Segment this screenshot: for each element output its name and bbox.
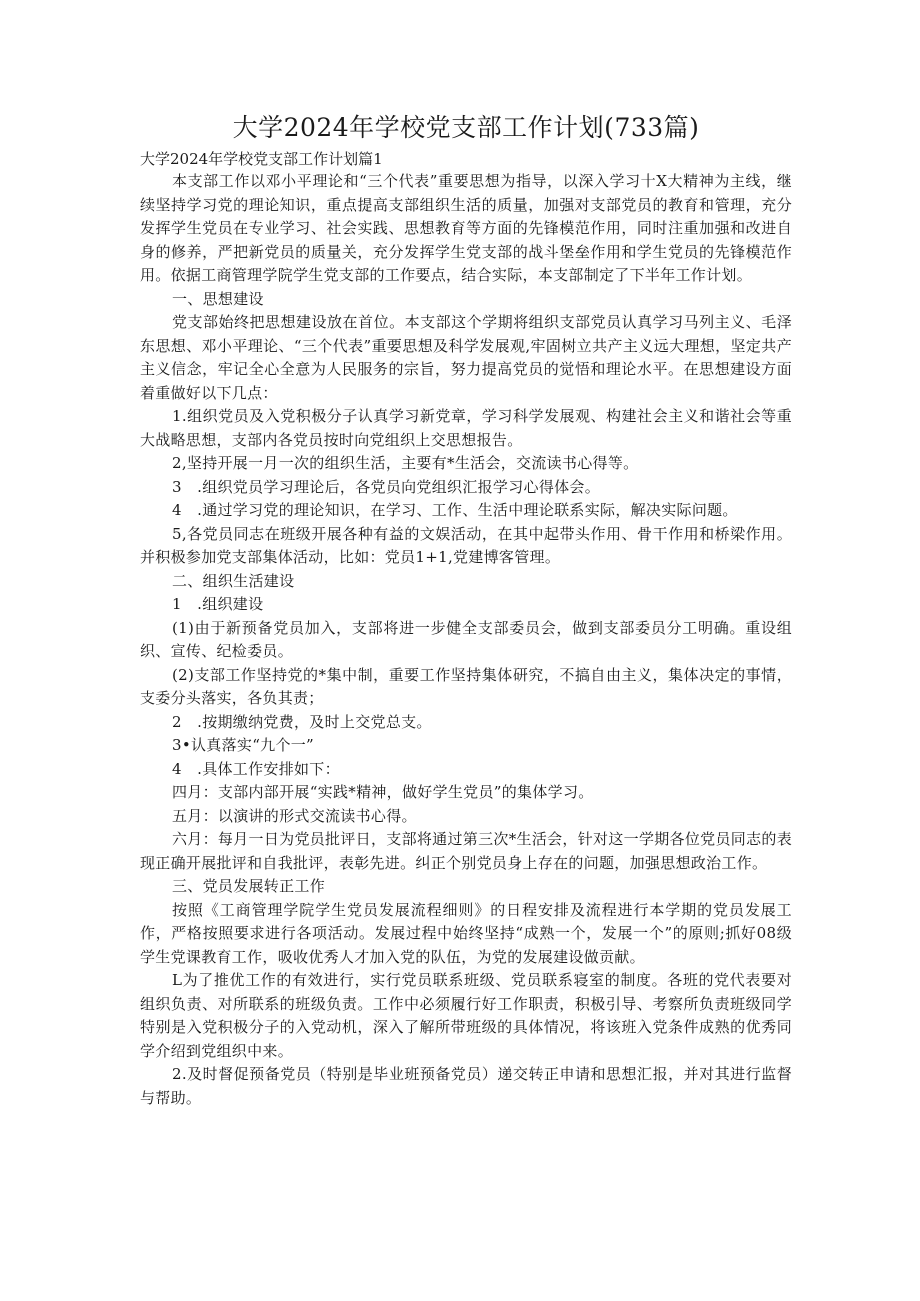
list-item: 5,各党员同志在班级开展各种有益的文娱活动，在其中起带头作用、骨干作用和桥梁作用。并积极参加党支部集体活动，比如：党员1+1,党建博客管理。 [140,524,792,566]
list-item: 4 .通过学习党的理论知识，在学习、工作、生活中理论联系实际，解决实际问题。 [172,501,738,519]
heading-section-1: 一、思想建设 [172,289,264,308]
list-item: 3•认真落实“九个一” [172,736,315,754]
heading-section-3: 三、党员发展转正工作 [172,877,326,895]
list-item: 2.及时督促预备党员（特别是毕业班预备党员）递交转正申请和思想汇报，并对其进行监督与帮助。 [140,1065,792,1107]
list-item: 4 .具体工作安排如下： [172,759,340,778]
list-item: L为了推优工作的有效进行，实行党员联系班级、党员联系寝室的制度。各班的党代表要对组织负责、对所联系的班级负责。工作中必须履行好工作职责，积极引导、考察所负责班级同学特别是入党积极分子的入党动机，深入了解所带班级的具体情况，将该班入党条件成熟的优秀同学介绍到党组织中来。 [140,971,792,1060]
list-item: 3 .组织党员学习理论后，各党员向党组织汇报学习心得体会。 [172,477,601,496]
paragraph-intro: 本支部工作以邓小平理论和“三个代表”重要思想为指导，以深入学习十X大精神为主线，继续坚持学习党的理论知识，重点提高支部组织生活的质量，加强对支部党员的教育和管理，充分发挥学生党员在专业学习、社会实践、思想教育等方面的先锋模范作用，同时注重加强和改进自身的修养，严把新党员的质量关，充分发挥学生党支部的战斗堡垒作用和学生党员的先锋模范作用。依据工商管理学院学生党支部的工作要点，结合实际，本支部制定了下半年工作计划。 [140,172,792,284]
schedule-item: 四月：支部内部开展“实践*精神，做好学生党员”的集体学习。 [172,783,594,801]
list-item: 1.组织党员及入党积极分子认真学习新党章，学习科学发展观、构建社会主义和谐社会等重大战略思想，支部内各党员按时向党组织上交思想报告。 [140,407,792,449]
list-item: 1 .组织建设 [172,595,264,613]
schedule-item: 六月：每月一日为党员批评日，支部将通过第三次*生活会，针对这一学期各位党员同志的表现正确开展批评和自我批评，表彰先进。纠正个别党员身上存在的问题，加强思想政治工作。 [140,830,792,872]
heading-section-2: 二、组织生活建设 [172,571,295,590]
document-subtitle: 大学2024年学校党支部工作计划篇1 [140,150,383,168]
document-body [140,108,792,1110]
list-item: 2,坚持开展一月一次的组织生活，主要有*生活会，交流读书心得等。 [172,454,639,472]
document-title: 大学2024年学校党支部工作计划(733篇) [232,113,700,142]
list-item: 2 .按期缴纳党费，及时上交党总支。 [172,712,432,731]
list-item: (1)由于新预备党员加入，支部将进一步健全支部委员会，做到支部委员分工明确。重设组织、宣传、纪检委员。 [140,618,792,660]
paragraph: 按照《工商管理学院学生党员发展流程细则》的日程安排及流程进行本学期的党员发展工作，严格按照要求进行各项活动。发展过程中始终坚持“成熟一个，发展一个”的原则;抓好08级学生党课教育工作，吸收优秀人才加入党的队伍，为党的发展建设做贡献。 [140,900,792,966]
list-item: (2)支部工作坚持党的*集中制，重要工作坚持集体研究，不搞自由主义，集体决定的事情，支委分头落实，各负其责； [140,665,792,707]
schedule-item: 五月：以演讲的形式交流读书心得。 [172,806,417,825]
paragraph: 党支部始终把思想建设放在首位。本支部这个学期将组织支部党员认真学习马列主义、毛泽东思想、邓小平理论、“三个代表”重要思想及科学发展观,牢固树立共产主义远大理想，坚定共产主义信念，牢记全心全意为人民服务的宗旨，努力提高党员的觉悟和理论水平。在思想建设方面着重做好以下几点： [140,313,792,402]
